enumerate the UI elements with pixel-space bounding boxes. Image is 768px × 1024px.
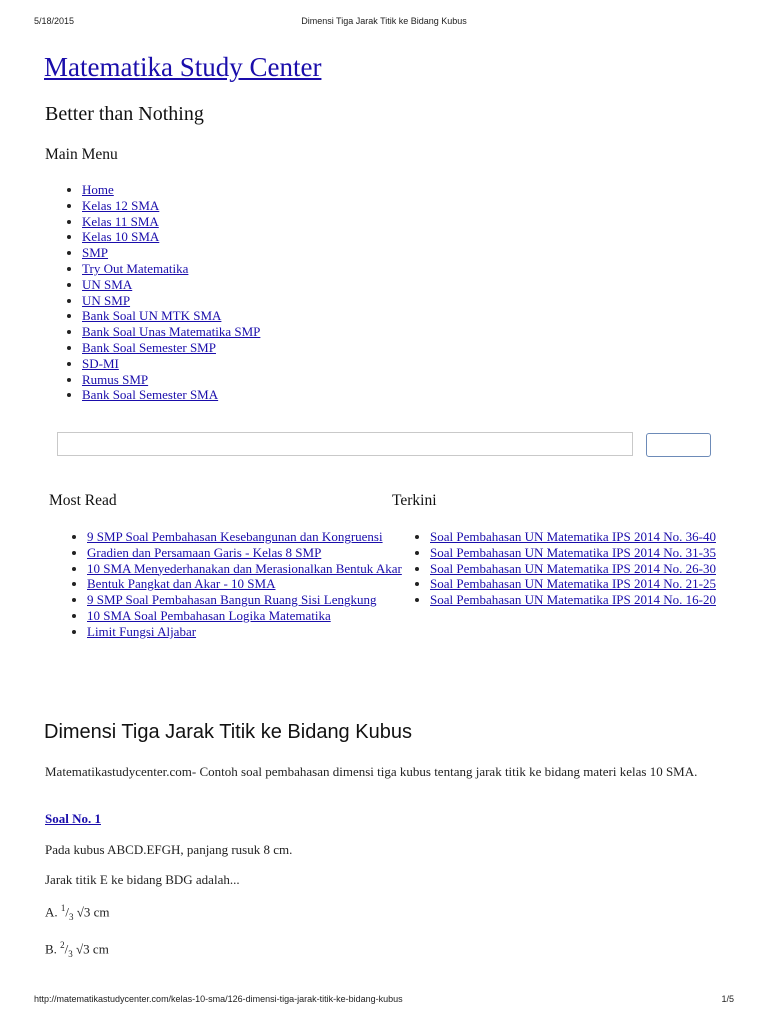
menu-link-un-smp[interactable]: UN SMP: [82, 292, 131, 308]
menu-link-sd-mi[interactable]: SD-MI: [82, 355, 119, 371]
print-doc-title: Dimensi Tiga Jarak Titik ke Bidang Kubus: [301, 16, 467, 26]
menu-link-smp[interactable]: SMP: [82, 245, 109, 261]
menu-link-bank-soal-un-mtk-sma[interactable]: Bank Soal UN MTK SMA: [82, 308, 222, 324]
menu-item: [82, 308, 260, 324]
most-read-link[interactable]: Limit Fungsi Aljabar: [87, 623, 197, 639]
option-a-value: √3 cm: [76, 904, 110, 920]
print-header: [34, 16, 734, 30]
most-read-link[interactable]: 10 SMA Soal Pembahasan Logika Matematika: [87, 607, 331, 623]
menu-item: [82, 229, 260, 245]
main-menu-heading: Main Menu: [45, 146, 118, 163]
menu-link-home[interactable]: Home: [82, 182, 114, 197]
menu-item: [82, 261, 260, 277]
soal-label: [45, 811, 101, 827]
menu-link-kelas-10[interactable]: Kelas 10 SMA: [82, 229, 160, 245]
list-item: [430, 545, 758, 561]
terkini-link[interactable]: Soal Pembahasan UN Matematika IPS 2014 No. 26-30: [430, 560, 716, 576]
list-item: [87, 529, 427, 545]
menu-item: [82, 277, 260, 293]
option-a-prefix: A.: [45, 904, 58, 920]
option-b-prefix: B.: [45, 941, 57, 957]
site-title-link[interactable]: Matematika Study Center: [44, 52, 322, 82]
option-a: A. $^1/_3$ √3 cm: [45, 903, 110, 922]
option-b-value: √3 cm: [76, 941, 109, 957]
print-footer: [34, 994, 734, 1008]
menu-link-un-sma[interactable]: UN SMA: [82, 276, 133, 292]
most-read-link[interactable]: 9 SMP Soal Pembahasan Bangun Ruang Sisi Lengkung: [87, 592, 377, 608]
question-text: Pada kubus ABCD.EFGH, panjang rusuk 8 cm.: [45, 842, 293, 857]
list-item: [430, 529, 758, 545]
option-b: B. $^2/_3$ √3 cm: [45, 940, 109, 959]
search-input[interactable]: [57, 432, 633, 456]
most-read-link[interactable]: 10 SMA Menyederhanakan dan Merasionalkan Bentuk Akar: [87, 560, 402, 576]
menu-link-bank-soal-semester-sma[interactable]: Bank Soal Semester SMA: [82, 387, 219, 403]
menu-link-rumus-smp[interactable]: Rumus SMP: [82, 371, 149, 387]
list-item: [87, 545, 427, 561]
menu-item: [82, 214, 260, 230]
list-item: [430, 592, 758, 608]
terkini-link[interactable]: Soal Pembahasan UN Matematika IPS 2014 No. 16-20: [430, 592, 716, 608]
option-b-denominator: 3: [68, 948, 73, 959]
terkini-link[interactable]: Soal Pembahasan UN Matematika IPS 2014 No. 21-25: [430, 576, 716, 592]
menu-link-kelas-11[interactable]: Kelas 11 SMA: [82, 213, 159, 229]
most-read-link[interactable]: Gradien dan Persamaan Garis - Kelas 8 SMP: [87, 544, 322, 560]
menu-item: [82, 324, 260, 340]
most-read-link[interactable]: Bentuk Pangkat dan Akar - 10 SMA: [87, 576, 276, 592]
menu-item: [82, 182, 260, 198]
menu-item: [82, 340, 260, 356]
print-url: http://matematikastudycenter.com/kelas-10-sma/126-dimensi-tiga-jarak-titik-ke-bidang-kubus: [34, 994, 403, 1004]
list-item: [87, 592, 427, 608]
question-prompt: Jarak titik E ke bidang BDG adalah...: [45, 872, 240, 887]
main-menu: [45, 182, 260, 403]
site-tagline: Better than Nothing: [45, 103, 204, 125]
menu-item: [82, 387, 260, 403]
site-title: [44, 52, 321, 83]
most-read-heading: Most Read: [49, 492, 117, 509]
list-item: [87, 608, 427, 624]
menu-item: [82, 356, 260, 372]
list-item: [87, 561, 427, 577]
terkini-link[interactable]: Soal Pembahasan UN Matematika IPS 2014 No. 31-35: [430, 544, 716, 560]
menu-item: [82, 372, 260, 388]
menu-link-try-out[interactable]: Try Out Matematika: [82, 260, 189, 276]
soal-label-link[interactable]: Soal No. 1: [45, 811, 101, 826]
list-item: [87, 576, 427, 592]
most-read-list: [49, 529, 427, 640]
print-date: 5/18/2015: [34, 16, 75, 26]
menu-link-kelas-12[interactable]: Kelas 12 SMA: [82, 197, 160, 213]
option-a-denominator: 3: [69, 911, 74, 922]
terkini-list: [392, 529, 758, 608]
terkini-heading: Terkini: [392, 492, 437, 509]
menu-item: [82, 293, 260, 309]
terkini-link[interactable]: Soal Pembahasan UN Matematika IPS 2014 No. 36-40: [430, 529, 716, 544]
menu-link-bank-soal-unas-smp[interactable]: Bank Soal Unas Matematika SMP: [82, 324, 261, 340]
list-item: [87, 624, 427, 640]
list-item: [430, 576, 758, 592]
article-intro: Matematikastudycenter.com- Contoh soal pembahasan dimensi tiga kubus tentang jarak titik ke bidang materi kelas 10 SMA.: [45, 764, 698, 779]
list-item: [430, 561, 758, 577]
search-button[interactable]: [646, 433, 711, 457]
option-a-numerator: 1: [60, 903, 66, 913]
menu-link-bank-soal-semester-smp[interactable]: Bank Soal Semester SMP: [82, 339, 216, 355]
article-title: Dimensi Tiga Jarak Titik ke Bidang Kubus: [44, 721, 412, 743]
menu-item: [82, 245, 260, 261]
option-b-numerator: 2: [60, 940, 65, 950]
most-read-link[interactable]: 9 SMP Soal Pembahasan Kesebangunan dan Kongruensi: [87, 529, 383, 544]
print-page-number: 1/5: [721, 994, 734, 1004]
menu-item: [82, 198, 260, 214]
